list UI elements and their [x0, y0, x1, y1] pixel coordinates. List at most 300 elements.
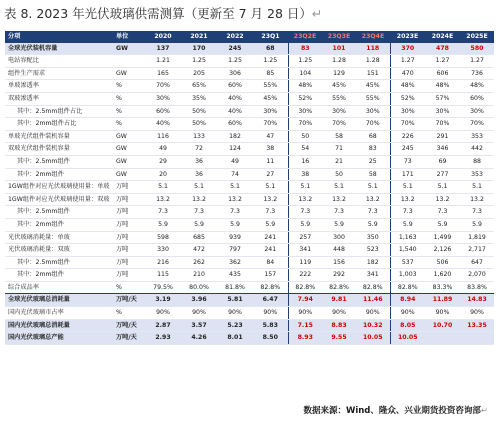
table-row — [5, 43, 494, 55]
cell-value: 60% — [217, 118, 253, 131]
row-label: 其中：2.5mm组件 — [5, 256, 115, 269]
column-header: 分项 — [5, 31, 115, 43]
cell-value: 27 — [253, 168, 288, 181]
row-label: 全球光伏装机容量 — [5, 43, 115, 55]
cell-value: 48% — [425, 80, 460, 93]
cell-value: 90% — [181, 307, 217, 320]
cell-value: 7.3 — [253, 206, 288, 219]
row-unit: 万吨/天 — [115, 332, 145, 345]
row-label: 国内光伏玻璃总产能 — [5, 332, 115, 345]
cell-value: 68 — [253, 43, 288, 55]
cell-value: 7.3 — [390, 206, 425, 219]
supply-demand-table — [5, 31, 494, 345]
cell-value: 245 — [217, 43, 253, 55]
cell-value: 40% — [217, 105, 253, 118]
cell-value: 90% — [460, 307, 494, 320]
cell-value: 48% — [390, 80, 425, 93]
table-row — [5, 55, 494, 68]
cell-value: 50% — [181, 105, 217, 118]
row-unit: 万吨 — [115, 193, 145, 206]
cell-value: 30% — [425, 105, 460, 118]
cell-value: 90% — [253, 307, 288, 320]
cell-value: 119 — [288, 256, 322, 269]
cell-value: 48% — [288, 80, 322, 93]
row-label: 国内光伏玻璃总消耗量 — [5, 319, 115, 332]
cell-value: 1.25 — [217, 55, 253, 68]
table-row — [5, 281, 494, 294]
table-row — [5, 181, 494, 194]
cell-value: 101 — [322, 43, 356, 55]
cell-value: 5.1 — [356, 181, 390, 194]
cell-value: 2,070 — [460, 269, 494, 282]
cell-value: 45% — [253, 92, 288, 105]
row-label: 其中：2mm组件 — [5, 218, 115, 231]
cell-value: 222 — [288, 269, 322, 282]
cell-value: 70% — [145, 80, 181, 93]
cell-value: 341 — [288, 244, 322, 257]
cell-value: 82.8% — [288, 281, 322, 294]
row-label: 国内光伏玻璃市占率 — [5, 307, 115, 320]
cell-value: 13.2 — [253, 193, 288, 206]
column-header: 23Q3E — [322, 31, 356, 43]
cell-value: 171 — [390, 168, 425, 181]
cell-value: 1,819 — [460, 231, 494, 244]
cell-value: 5.1 — [390, 181, 425, 194]
row-unit: GW — [115, 143, 145, 156]
cell-value: 30% — [390, 105, 425, 118]
row-unit: 万吨 — [115, 218, 145, 231]
column-header: 2021 — [181, 31, 217, 43]
cell-value: 13.2 — [181, 193, 217, 206]
cell-value: 291 — [425, 130, 460, 143]
column-header: 2023E — [390, 31, 425, 43]
cell-value: 60% — [145, 105, 181, 118]
row-label: 其中：2mm组件占比 — [5, 118, 115, 131]
cell-value: 82.8% — [253, 281, 288, 294]
cell-value: 11.89 — [425, 294, 460, 307]
cell-value: 5.1 — [322, 181, 356, 194]
cell-value: 118 — [356, 43, 390, 55]
cell-value: 5.1 — [460, 181, 494, 194]
cell-value: 241 — [253, 231, 288, 244]
cell-value: 83.3% — [425, 281, 460, 294]
cell-value: 216 — [145, 256, 181, 269]
cell-value: 7.3 — [460, 206, 494, 219]
cell-value: 81.8% — [217, 281, 253, 294]
cell-value: 4.26 — [181, 332, 217, 345]
cell-value: 7.3 — [181, 206, 217, 219]
table-row — [5, 118, 494, 131]
cell-value: 47 — [253, 130, 288, 143]
cell-value: 472 — [181, 244, 217, 257]
cell-value: 346 — [425, 143, 460, 156]
cell-value: 70% — [356, 118, 390, 131]
cell-value: 2.93 — [145, 332, 181, 345]
cell-value: 50 — [288, 130, 322, 143]
row-unit: 万吨 — [115, 256, 145, 269]
cell-value: 470 — [390, 67, 425, 80]
cell-value: 30% — [460, 105, 494, 118]
cell-value: 1.25 — [253, 55, 288, 68]
cell-value: 60% — [217, 80, 253, 93]
cell-value: 7.3 — [356, 206, 390, 219]
cell-value: 8.94 — [390, 294, 425, 307]
cell-value: 13.2 — [322, 193, 356, 206]
cell-value: 55% — [356, 92, 390, 105]
cell-value: 10.05 — [390, 332, 425, 345]
row-unit: GW — [115, 43, 145, 55]
cell-value: 83 — [288, 43, 322, 55]
column-header: 23Q2E — [288, 31, 322, 43]
cell-value: 5.9 — [181, 218, 217, 231]
cell-value: 21 — [322, 155, 356, 168]
column-header: 2020 — [145, 31, 181, 43]
cell-value: 5.9 — [356, 218, 390, 231]
cell-value: 35% — [181, 92, 217, 105]
cell-value: 72 — [181, 143, 217, 156]
cell-value: 7.94 — [288, 294, 322, 307]
cell-value: 83.8% — [460, 281, 494, 294]
column-header: 2022 — [217, 31, 253, 43]
cell-value: 79.5% — [145, 281, 181, 294]
table-row — [5, 218, 494, 231]
cell-value: 306 — [217, 67, 253, 80]
cell-value: 506 — [425, 256, 460, 269]
cell-value: 70% — [425, 118, 460, 131]
cell-value: 1.21 — [145, 55, 181, 68]
row-label: 全球光伏玻璃总消耗量 — [5, 294, 115, 307]
cell-value: 8.50 — [253, 332, 288, 345]
cell-value: 133 — [181, 130, 217, 143]
cell-value: 330 — [145, 244, 181, 257]
cell-value: 115 — [145, 269, 181, 282]
cell-value: 45% — [322, 80, 356, 93]
cell-value: 124 — [217, 143, 253, 156]
cell-value: 116 — [145, 130, 181, 143]
table-row — [5, 294, 494, 307]
cell-value: 70% — [253, 118, 288, 131]
row-label: 组件生产需求 — [5, 67, 115, 80]
cell-value: 5.83 — [253, 319, 288, 332]
row-label: 双玻光伏组件装机容量 — [5, 143, 115, 156]
cell-value: 8.83 — [322, 319, 356, 332]
cell-value: 84 — [253, 256, 288, 269]
cell-value: 1.28 — [356, 55, 390, 68]
cell-value: 182 — [356, 256, 390, 269]
cell-value: 38 — [288, 168, 322, 181]
cell-value: 1,003 — [390, 269, 425, 282]
column-header: 2025E — [460, 31, 494, 43]
cell-value: 1,163 — [390, 231, 425, 244]
cell-value: 13.2 — [460, 193, 494, 206]
cell-value: 71 — [322, 143, 356, 156]
row-unit: 万吨 — [115, 231, 145, 244]
cell-value: 40% — [217, 92, 253, 105]
table-caption: 表 8. 2023 年光伏玻璃供需测算（更新至 7 月 28 日）↵ — [4, 6, 323, 21]
column-header: 单位 — [115, 31, 145, 43]
cell-value: 30% — [288, 105, 322, 118]
cell-value: 73 — [390, 155, 425, 168]
cell-value: 57% — [425, 92, 460, 105]
cell-value: 736 — [460, 67, 494, 80]
table-row — [5, 269, 494, 282]
cell-value: 137 — [145, 43, 181, 55]
cell-value: 85 — [253, 67, 288, 80]
cell-value: 5.9 — [288, 218, 322, 231]
cell-value: 1.27 — [425, 55, 460, 68]
row-unit: % — [115, 307, 145, 320]
cell-value: 7.3 — [425, 206, 460, 219]
cell-value: 182 — [217, 130, 253, 143]
cell-value: 448 — [322, 244, 356, 257]
cell-value: 5.1 — [288, 181, 322, 194]
cell-value: 9.81 — [322, 294, 356, 307]
cell-value: 1,620 — [425, 269, 460, 282]
cell-value: 5.23 — [217, 319, 253, 332]
table-row — [5, 206, 494, 219]
cell-value: 90% — [390, 307, 425, 320]
cell-value: 50% — [181, 118, 217, 131]
row-unit: 万吨 — [115, 244, 145, 257]
row-label: 双玻渗透率 — [5, 92, 115, 105]
table-row — [5, 130, 494, 143]
cell-value: 7.15 — [288, 319, 322, 332]
row-unit — [115, 55, 145, 68]
table-row — [5, 67, 494, 80]
cell-value: 362 — [217, 256, 253, 269]
cell-value: 478 — [425, 43, 460, 55]
cell-value: 10.70 — [425, 319, 460, 332]
cell-value: 20 — [145, 168, 181, 181]
cell-value: 5.1 — [425, 181, 460, 194]
cell-value: 38 — [253, 143, 288, 156]
cell-value: 341 — [356, 269, 390, 282]
cell-value: 52% — [390, 92, 425, 105]
cell-value: 435 — [217, 269, 253, 282]
row-unit: % — [115, 105, 145, 118]
cell-value: 58 — [322, 130, 356, 143]
cell-value: 210 — [181, 269, 217, 282]
row-label: 综合成品率 — [5, 281, 115, 294]
cell-value: 5.1 — [145, 181, 181, 194]
row-label: 光伏玻璃消耗量：双玻 — [5, 244, 115, 257]
cell-value: 6.47 — [253, 294, 288, 307]
row-unit: % — [115, 80, 145, 93]
column-header: 23Q1 — [253, 31, 288, 43]
cell-value: 69 — [425, 155, 460, 168]
row-unit: % — [115, 281, 145, 294]
cell-value: 70% — [390, 118, 425, 131]
cell-value: 13.2 — [390, 193, 425, 206]
cell-value: 1.28 — [322, 55, 356, 68]
cell-value: 48% — [460, 80, 494, 93]
row-unit: % — [115, 92, 145, 105]
cell-value: 580 — [460, 43, 494, 55]
cell-value: 45% — [356, 80, 390, 93]
row-unit: 万吨 — [115, 181, 145, 194]
cell-value: 1,540 — [390, 244, 425, 257]
cell-value: 65% — [181, 80, 217, 93]
cell-value: 70% — [288, 118, 322, 131]
row-label: 其中：2.5mm组件 — [5, 155, 115, 168]
cell-value: 5.1 — [217, 181, 253, 194]
cell-value: 3.57 — [181, 319, 217, 332]
row-unit: GW — [115, 155, 145, 168]
table-row — [5, 92, 494, 105]
table-row — [5, 193, 494, 206]
cell-value: 1.25 — [181, 55, 217, 68]
cell-value: 14.83 — [460, 294, 494, 307]
cell-value: 80.0% — [181, 281, 217, 294]
cell-value: 1.27 — [460, 55, 494, 68]
table-row — [5, 143, 494, 156]
cell-value: 25 — [356, 155, 390, 168]
cell-value: 3.96 — [181, 294, 217, 307]
cell-value: 1.25 — [288, 55, 322, 68]
table-row — [5, 105, 494, 118]
row-label: 其中：2.5mm组件占比 — [5, 105, 115, 118]
cell-value: 157 — [253, 269, 288, 282]
cell-value: 90% — [322, 307, 356, 320]
cell-value: 30% — [145, 92, 181, 105]
table-row — [5, 231, 494, 244]
cell-value: 129 — [322, 67, 356, 80]
cell-value: 36 — [181, 168, 217, 181]
cell-value: 9.55 — [322, 332, 356, 345]
cell-value: 10.32 — [356, 319, 390, 332]
cell-value: 5.9 — [253, 218, 288, 231]
cell-value — [425, 332, 460, 345]
cell-value: 156 — [322, 256, 356, 269]
cell-value: 50 — [322, 168, 356, 181]
cell-value: 685 — [181, 231, 217, 244]
cell-value: 3.19 — [145, 294, 181, 307]
table-row — [5, 168, 494, 181]
row-label: 1GW组件对应光伏玻璃使用量：双玻 — [5, 193, 115, 206]
cell-value: 90% — [425, 307, 460, 320]
table-row — [5, 244, 494, 257]
cell-value: 5.9 — [425, 218, 460, 231]
cell-value: 13.2 — [288, 193, 322, 206]
cell-value: 8.01 — [217, 332, 253, 345]
cell-value: 647 — [460, 256, 494, 269]
cell-value: 10.05 — [356, 332, 390, 345]
table-row — [5, 155, 494, 168]
cell-value: 70% — [322, 118, 356, 131]
cell-value: 90% — [217, 307, 253, 320]
cell-value: 442 — [460, 143, 494, 156]
cell-value: 11.46 — [356, 294, 390, 307]
cell-value: 90% — [145, 307, 181, 320]
cell-value: 939 — [217, 231, 253, 244]
cell-value: 537 — [390, 256, 425, 269]
cell-value: 82.8% — [390, 281, 425, 294]
cell-value: 300 — [322, 231, 356, 244]
cell-value: 58 — [356, 168, 390, 181]
cell-value: 5.9 — [322, 218, 356, 231]
cell-value: 16 — [288, 155, 322, 168]
cell-value: 52% — [288, 92, 322, 105]
row-unit: GW — [115, 130, 145, 143]
cell-value: 7.3 — [217, 206, 253, 219]
cell-value: 7.3 — [322, 206, 356, 219]
cell-value: 257 — [288, 231, 322, 244]
cell-value: 350 — [356, 231, 390, 244]
cell-value: 8.05 — [390, 319, 425, 332]
cell-value: 83 — [356, 143, 390, 156]
table-header-row — [5, 31, 494, 43]
row-unit: 万吨 — [115, 206, 145, 219]
cell-value: 598 — [145, 231, 181, 244]
cell-value: 30% — [356, 105, 390, 118]
cell-value: 241 — [253, 244, 288, 257]
row-label: 单玻渗透率 — [5, 80, 115, 93]
cell-value: 55% — [253, 80, 288, 93]
cell-value: 151 — [356, 67, 390, 80]
return-mark: ↵ — [311, 6, 323, 21]
cell-value: 5.1 — [181, 181, 217, 194]
data-source-note: 数据来源：Wind、隆众、兴业期货投资咨询部↵ — [303, 406, 488, 416]
cell-value: 13.2 — [356, 193, 390, 206]
cell-value: 797 — [217, 244, 253, 257]
cell-value: 606 — [425, 67, 460, 80]
cell-value: 2.87 — [145, 319, 181, 332]
row-label: 光伏玻璃消耗量：单玻 — [5, 231, 115, 244]
row-label: 其中：2mm组件 — [5, 168, 115, 181]
row-unit: 万吨/天 — [115, 319, 145, 332]
cell-value: 30% — [322, 105, 356, 118]
column-header: 2024E — [425, 31, 460, 43]
cell-value: 292 — [322, 269, 356, 282]
cell-value: 1.27 — [390, 55, 425, 68]
table-row — [5, 319, 494, 332]
row-unit: GW — [115, 168, 145, 181]
cell-value: 370 — [390, 43, 425, 55]
cell-value: 1,499 — [425, 231, 460, 244]
cell-value: 5.9 — [145, 218, 181, 231]
cell-value: 68 — [356, 130, 390, 143]
return-mark: ↵ — [480, 406, 488, 416]
cell-value: 13.2 — [217, 193, 253, 206]
cell-value: 165 — [145, 67, 181, 80]
row-unit: 万吨 — [115, 269, 145, 282]
cell-value: 60% — [460, 92, 494, 105]
cell-value: 11 — [253, 155, 288, 168]
cell-value: 262 — [181, 256, 217, 269]
cell-value: 70% — [460, 118, 494, 131]
cell-value: 40% — [145, 118, 181, 131]
cell-value — [460, 332, 494, 345]
table-row — [5, 332, 494, 345]
cell-value: 13.35 — [460, 319, 494, 332]
cell-value: 7.3 — [145, 206, 181, 219]
cell-value: 90% — [288, 307, 322, 320]
column-header: 23Q4E — [356, 31, 390, 43]
cell-value: 49 — [145, 143, 181, 156]
cell-value: 36 — [181, 155, 217, 168]
cell-value: 5.9 — [460, 218, 494, 231]
cell-value: 90% — [356, 307, 390, 320]
cell-value: 54 — [288, 143, 322, 156]
row-label: 1GW组件对应光伏玻璃使用量：单玻 — [5, 181, 115, 194]
cell-value: 353 — [460, 130, 494, 143]
cell-value: 13.2 — [425, 193, 460, 206]
cell-value: 8.93 — [288, 332, 322, 345]
cell-value: 277 — [425, 168, 460, 181]
cell-value: 5.81 — [217, 294, 253, 307]
cell-value: 82.8% — [322, 281, 356, 294]
row-label: 其中：2.5mm组件 — [5, 206, 115, 219]
